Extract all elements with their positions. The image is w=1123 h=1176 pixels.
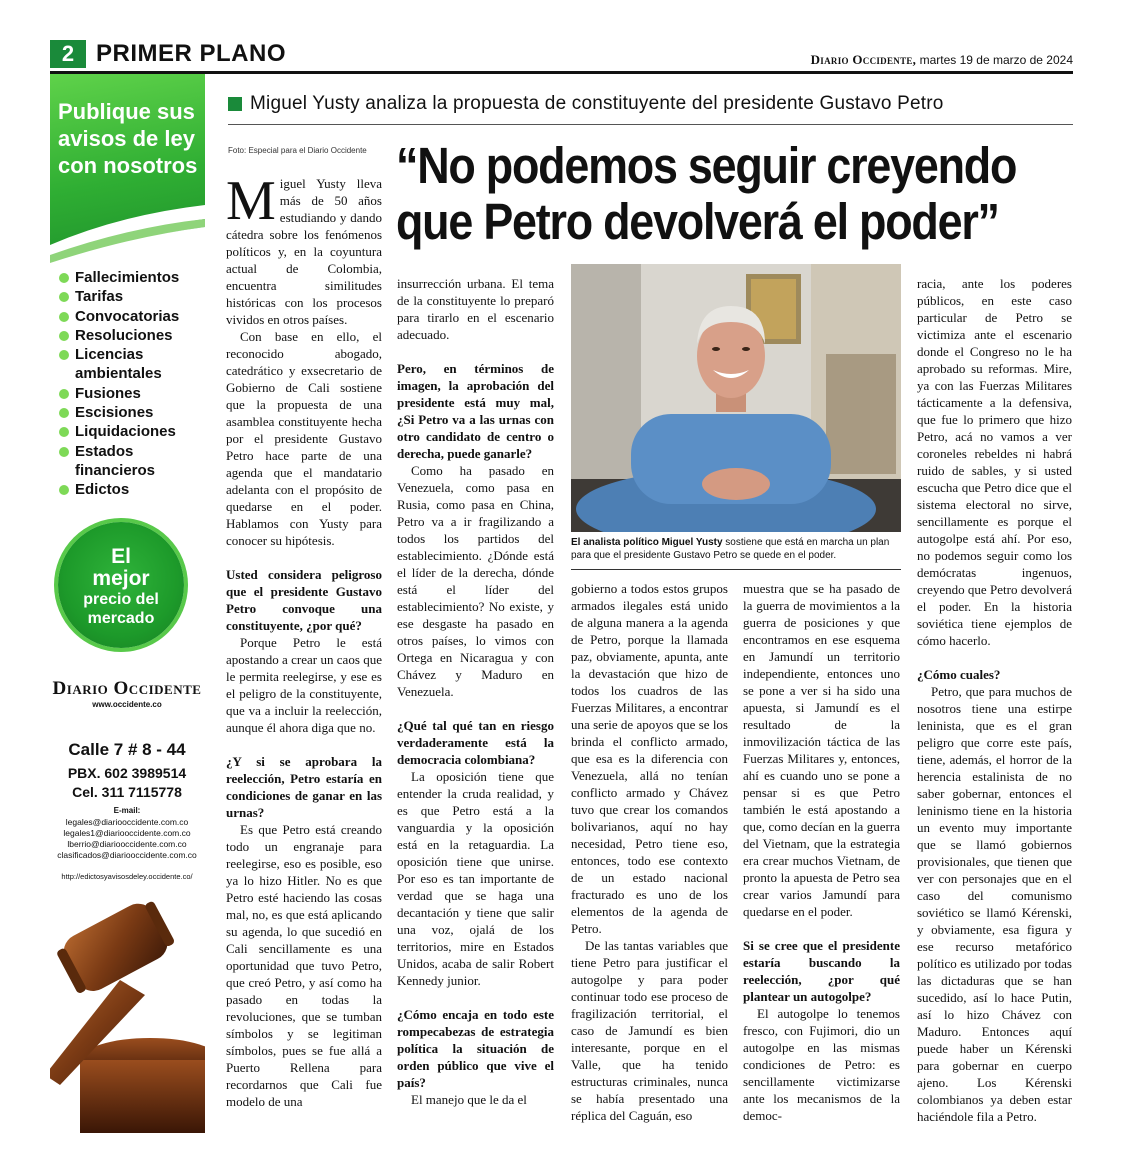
paragraph: Es que Petro está creando todo un engranaje para reelegirse, eso es posible, eso ya lo hizo Hitler. No es que Petro esté haciendo las cosas mal, no, es que está aplicando su agenda, lo que sucedió en Cali sencillamente es una oportunidad que tuvo Petro, que creó Petro, y así como ha pasado en todas la revoluciones, que se tumban símbolos y se legitiman símbolos, pues se fue allá a Puerto Rellena para recordarnos que Cali fue modelo de una (226, 822, 382, 1109)
article-kicker: Miguel Yusty analiza la propuesta de constituyente del presidente Gustavo Petro (250, 93, 944, 114)
headline-line: que Petro devolverá el poder” (396, 193, 999, 250)
badge-line2: mejor (92, 567, 150, 590)
article-column-4 (743, 580, 900, 1130)
email-address[interactable]: clasificados@diariooccidente.com.co (57, 850, 197, 860)
paragraph: gobierno a todos estos grupos armados ilegales está unido de alguna manera a la agenda de Petro, porque la llamada paz, obviamente, apunta, ante la devastación que hizo de todos los cuadros de las Fuerzas Militares, a encontrar una serie de apoyos que se los brinda el conflicto armado, que esa es la diferencia con Venezuela, allá no tenían conflicto armado y Chávez tuvo que crear los comandos bolivarianos, aquí no hay necesidad, Petro tiene eso, entonces, todo ese contexto de un estado nacional fracturado es uno de los elementos de la agenda de Petro. (571, 581, 728, 936)
newspaper-logo: Diario Occidente (52, 678, 202, 699)
price-badge-text (58, 546, 184, 628)
services-list (58, 268, 208, 500)
interview-question: Usted considera peligroso que el presidente Gustavo Petro convoque una constituyente, ¿por qué? (226, 567, 382, 633)
drop-cap: M (226, 170, 276, 232)
service-item: Escisiones (58, 403, 208, 422)
promo-text: Publique sus avisos de ley con nosotros (58, 99, 198, 178)
kicker-marker (228, 97, 242, 111)
paragraph: El autogolpe lo tenemos fresco, con Fujimori, dio un autogolpe en las mismas condiciones de Petro: es sencillamente victimizarse ante los mecanismos de la democ- (743, 1006, 900, 1123)
paragraph: insurrección urbana. El tema de la constituyente lo preparó para tirarlo en el escenario adecuado. (397, 276, 554, 342)
paragraph: Como ha pasado en Venezuela, como pasa en Rusia, como pasa en China, Petro va a ir fragilizando a todos los partidos del establecimiento. ¿Dónde está el líder de la derecha, dónde está el líder del establecimiento? No existe, y ese desgaste ha pasado en otros países, lo vimos con Ortega en Nicaragua y con Chávez y Maduro en Venezuela. (397, 463, 554, 699)
headline (396, 137, 1017, 250)
interview-question: ¿Y si se aprobara la reelección, Petro estaría en condiciones de ganar en las urnas? (226, 754, 382, 820)
caption-text: sostiene que está en marcha un plan para que el presidente Gustavo Petro se quede en el poder. (571, 537, 890, 561)
gavel-image (50, 885, 205, 1133)
article-column-2 (397, 275, 554, 1135)
article-photo (571, 264, 901, 532)
email-address[interactable]: legales@diariooccidente.com.co (65, 817, 189, 827)
promo-swoosh (50, 205, 205, 275)
caption-bold: El analista político Miguel Yusty (571, 537, 723, 548)
phone-cel: Cel. 311 7115778 (72, 784, 182, 800)
paragraph: Porque Petro le está apostando a crear un caos que le permita reelegirse, y ese es el peligro de la constituyente, que va a incluir la reelección, aunque él ahora diga que no. (226, 635, 382, 735)
paragraph: iguel Yusty lleva más de 50 años estudiando y dando cátedra sobre los fenómenos políticos y, en la coyuntura actual de Colombia, encuentra similitudes históricas con los procesos vividos en otros países. (226, 176, 382, 327)
service-item: Estados financieros (58, 442, 208, 481)
logo-url: www.occidente.co (92, 700, 162, 709)
paragraph: De las tantas variables que tiene Petro para justificar el autogolpe y para poder continuar todo ese proceso de fragilización territorial, el caso de Jamundí es bien interesante, porque en el Valle, que ha tenido estructuras criminales, nunca se había presentado una réplica del Caguán, eso (571, 938, 728, 1123)
service-item: Liquidaciones (58, 422, 208, 441)
interview-question: Pero, en términos de imagen, la aprobación del presidente está muy mal, ¿Si Petro va a las urnas con otro candidato de centro o derecha, puede ganarle? (397, 361, 554, 461)
service-item: Resoluciones (58, 326, 208, 345)
address: Calle 7 # 8 - 44 (68, 740, 186, 759)
paragraph: Con base en ello, el reconocido abogado, catedrático y exsecretario de Gobierno de Cali sostiene que la propuesta de una asamblea constituyente hecha por el presidente Gustavo Petro hace parte de una agenda que el mandatario adelanta con el propósito de quedarse en el poder. Hablamos con Yusty para conocer su hipótesis. (226, 329, 382, 548)
service-item: Licencias ambientales (58, 345, 208, 384)
headline-line: “No podemos seguir creyendo (396, 137, 1017, 194)
paragraph: La oposición tiene que entender la cruda realidad, y es que Petro está a la vanguardia y la oposición está en la retaguardia. La oposición tiene que unirse. Por eso es tan importante de verdad que se haga una decantación y tiene que salir una voz, ojalá de los territorios, mire en Estados Unidos, acaba de salir Robert Kennedy junior. (397, 769, 554, 988)
badge-line1: El (111, 545, 131, 568)
paper-name: Diario Occidente, (810, 52, 917, 67)
caption-rule (571, 569, 901, 570)
masthead-info (811, 52, 1073, 68)
email-label: E-mail: (113, 806, 141, 815)
kicker-rule (228, 124, 1073, 125)
article-column-3 (571, 580, 728, 1130)
email-address[interactable]: lberrio@diariooccidente.com.co (67, 839, 187, 849)
page-number: 2 (50, 40, 86, 68)
paragraph: muestra que se ha pasado de la guerra de movimientos a la guerra de posiciones y que encontramos en ese esquema en Jamundí un territorio independiente, entonces uno se pone a ver si ha sido una apuesta, si Jamundí es el resultado de la inmovilización táctica de las Fuerzas Militares y, entonces, ahí es cuando uno se pone a pensar si es que Petro también le está apostando a que, como decían en la guerra del Vietnam, que la estrategia era crear muchos Vietnam, de pronto la apuesta de Petro sea crear varios Jamundí para quedarse en el poder. (743, 581, 900, 919)
article-column-5 (917, 275, 1072, 1135)
service-item: Fusiones (58, 384, 208, 403)
email-address[interactable]: legales1@diariooccidente.com.co (63, 828, 191, 838)
interview-question: Si se cree que el presidente estaría buscando la reelección, ¿por qué plantear un autogolpe? (743, 938, 900, 1004)
interview-question: ¿Cómo cuales? (917, 667, 1001, 682)
paragraph: El manejo que le da el (411, 1092, 527, 1107)
paragraph: racia, ante los poderes públicos, en este caso particular de Petro se victimiza ante el escenario donde el Congreso no le ha aprobado su reformas. Mire, ya con las Fuerzas Militares tácticamente a la defensiva, que fue lo primero que hizo Petro, acá no vamos a ver coroneles rebeldes ni habrá ruido de sables, y si usted escucha que Petro dice que el sistema electoral no sirve, sencillamente es porque el autogolpe está ahí. Por eso, no podemos seguir como los demócratas ingenuos, creyendo que Petro devolverá el poder. En la historia soviética tiene ejemplos de cómo hacerlo. (917, 276, 1072, 648)
section-title: PRIMER PLANO (96, 40, 287, 67)
photo-credit: Foto: Especial para el Diario Occidente (228, 146, 367, 155)
interview-question: ¿Cómo encaja en todo este rompecabezas de estrategia política la situación de orden público que vive el país? (397, 1007, 554, 1090)
service-item: Convocatorias (58, 307, 208, 326)
paragraph: Petro, que para muchos de nosotros tiene una estirpe leninista, que es el gran peligro que corre este país, tiene, además, el horror de la herencia estalinista de no saber gobernar, entonces el leninismo tiene en la historia un evento muy importante que se llamó gobiernos provisionales, que tienen que ver con personajes que en el caso del comunismo soviético se llamó Kérenski, y obviamente, esa figura y ese recurso metafórico político es utilizado por todas las dictaduras que se han sucedido, así lo hace Putin, así lo hizo Chávez con Maduro. Entonces aquí puede haber un Kérenski para gobernar en cuerpo ajeno. Los Kérenski colombianos ya deben estar haciéndole fila a Petro. (917, 684, 1072, 1124)
article-column-1 (226, 170, 382, 1130)
phone-pbx: PBX. 602 3989514 (67, 765, 187, 781)
web-link[interactable]: http://edictosyavisosdeley.occidente.co/ (61, 872, 193, 881)
service-item: Edictos (58, 480, 208, 499)
issue-date: martes 19 de marzo de 2024 (919, 53, 1073, 67)
interview-question: ¿Qué tal qué tan en riesgo verdaderamente está la democracia colombiana? (397, 718, 554, 767)
badge-line3: precio del mercado (83, 591, 159, 627)
service-item: Fallecimientos (58, 268, 208, 287)
photo-caption (571, 536, 901, 562)
service-item: Tarifas (58, 287, 208, 306)
